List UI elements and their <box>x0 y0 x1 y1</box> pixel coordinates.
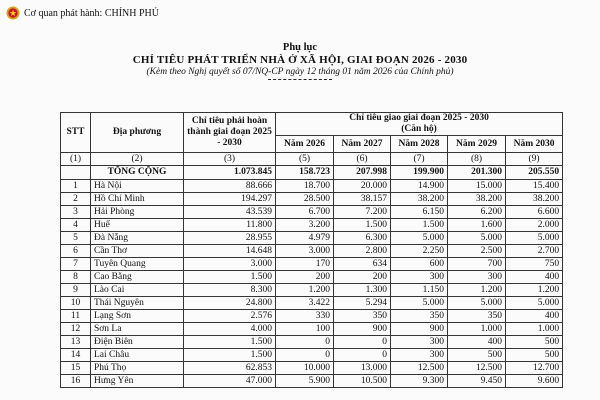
table-row <box>61 206 563 219</box>
row-value: 300 <box>391 349 448 362</box>
row-value: 5.000 <box>506 232 563 245</box>
header-target-total: Chỉ tiêu phải hoàn thành giai đoạn 2025 - 2030 <box>184 113 276 153</box>
table-row <box>61 323 563 336</box>
row-value: 47.000 <box>184 375 276 388</box>
row-locality: Điện Biên <box>91 336 184 349</box>
row-value: 11.800 <box>184 219 276 232</box>
row-value: 13.000 <box>334 362 391 375</box>
table-row <box>61 232 563 245</box>
row-locality: Hồ Chí Minh <box>91 193 184 206</box>
row-stt: 16 <box>61 375 91 388</box>
row-value: 9.600 <box>506 375 563 388</box>
row-value: 2.700 <box>506 245 563 258</box>
state-emblem-icon <box>6 6 20 20</box>
column-number: (6) <box>334 153 391 166</box>
table-row <box>61 219 563 232</box>
table-row <box>61 271 563 284</box>
row-stt: 6 <box>61 245 91 258</box>
row-value: 5.900 <box>276 375 334 388</box>
row-stt: 7 <box>61 258 91 271</box>
row-value: 2.500 <box>448 245 506 258</box>
total-value: 205.550 <box>506 166 563 180</box>
issuer-label: Cơ quan phát hành: CHÍNH PHỦ <box>24 7 159 19</box>
column-number: (1) <box>61 153 91 166</box>
row-value: 700 <box>448 258 506 271</box>
row-locality: Đà Nẵng <box>91 232 184 245</box>
row-value: 28.955 <box>184 232 276 245</box>
table-row <box>61 362 563 375</box>
row-value: 1.300 <box>334 284 391 297</box>
row-value: 1.600 <box>448 219 506 232</box>
row-value: 2.000 <box>506 219 563 232</box>
row-value: 38.157 <box>334 193 391 206</box>
document-title: CHỈ TIÊU PHÁT TRIỂN NHÀ Ở XÃ HỘI, GIAI ĐOẠN 2026 - 2030 <box>132 54 468 66</box>
column-number-row <box>61 153 563 166</box>
title-divider <box>268 79 332 80</box>
row-stt: 1 <box>61 180 91 193</box>
row-value: 0 <box>276 336 334 349</box>
housing-target-table <box>60 112 563 388</box>
row-value: 2.800 <box>334 245 391 258</box>
row-value: 1.200 <box>448 284 506 297</box>
total-value: 1.073.845 <box>184 166 276 180</box>
row-value: 12.700 <box>506 362 563 375</box>
row-value: 300 <box>391 336 448 349</box>
row-value: 400 <box>506 271 563 284</box>
total-row <box>61 166 563 180</box>
row-value: 750 <box>506 258 563 271</box>
row-value: 194.297 <box>184 193 276 206</box>
row-value: 28.500 <box>276 193 334 206</box>
row-value: 5.000 <box>448 297 506 310</box>
row-value: 43.539 <box>184 206 276 219</box>
row-value: 10.500 <box>334 375 391 388</box>
row-value: 0 <box>334 349 391 362</box>
row-locality: Hưng Yên <box>91 375 184 388</box>
header-year-2030: Năm 2030 <box>506 136 563 153</box>
row-stt: 3 <box>61 206 91 219</box>
row-value: 14.648 <box>184 245 276 258</box>
table-row <box>61 336 563 349</box>
row-value: 3.200 <box>276 219 334 232</box>
total-stt-cell <box>61 166 91 180</box>
row-stt: 15 <box>61 362 91 375</box>
row-stt: 4 <box>61 219 91 232</box>
row-value: 0 <box>334 336 391 349</box>
total-value: 201.300 <box>448 166 506 180</box>
row-value: 38.200 <box>448 193 506 206</box>
row-value: 1.200 <box>506 284 563 297</box>
row-value: 350 <box>334 310 391 323</box>
row-value: 2.250 <box>391 245 448 258</box>
row-value: 7.200 <box>334 206 391 219</box>
row-value: 5.294 <box>334 297 391 310</box>
row-value: 3.000 <box>184 258 276 271</box>
row-value: 1.500 <box>391 219 448 232</box>
row-value: 200 <box>334 271 391 284</box>
row-value: 10.000 <box>276 362 334 375</box>
row-value: 62.853 <box>184 362 276 375</box>
total-value: 207.998 <box>334 166 391 180</box>
row-stt: 12 <box>61 323 91 336</box>
row-stt: 11 <box>61 310 91 323</box>
table-row <box>61 284 563 297</box>
table-row <box>61 375 563 388</box>
table-row <box>61 245 563 258</box>
row-value: 1.500 <box>184 336 276 349</box>
row-value: 100 <box>276 323 334 336</box>
column-number: (5) <box>276 153 334 166</box>
header-stt: STT <box>61 113 91 153</box>
row-value: 6.300 <box>334 232 391 245</box>
row-value: 170 <box>276 258 334 271</box>
row-value: 900 <box>391 323 448 336</box>
row-value: 6.700 <box>276 206 334 219</box>
header-year-2026: Năm 2026 <box>276 136 334 153</box>
row-value: 2.576 <box>184 310 276 323</box>
row-value: 3.000 <box>276 245 334 258</box>
row-locality: Thái Nguyên <box>91 297 184 310</box>
row-value: 6.150 <box>391 206 448 219</box>
row-locality: Cần Thơ <box>91 245 184 258</box>
row-value: 4.979 <box>276 232 334 245</box>
table-row <box>61 349 563 362</box>
row-value: 6.600 <box>506 206 563 219</box>
row-locality: Lạng Sơn <box>91 310 184 323</box>
row-value: 38.200 <box>391 193 448 206</box>
row-stt: 5 <box>61 232 91 245</box>
header-assigned-group <box>276 113 563 136</box>
row-value: 0 <box>276 349 334 362</box>
row-value: 400 <box>506 310 563 323</box>
header-year-2029: Năm 2029 <box>448 136 506 153</box>
table-row <box>61 258 563 271</box>
row-value: 1.500 <box>184 349 276 362</box>
row-value: 38.200 <box>506 193 563 206</box>
row-value: 14.900 <box>391 180 448 193</box>
row-value: 1.150 <box>391 284 448 297</box>
row-value: 15.400 <box>506 180 563 193</box>
row-value: 24.800 <box>184 297 276 310</box>
row-value: 900 <box>334 323 391 336</box>
table-row <box>61 193 563 206</box>
row-value: 350 <box>391 310 448 323</box>
row-locality: Hải Phòng <box>91 206 184 219</box>
row-stt: 9 <box>61 284 91 297</box>
row-value: 6.200 <box>448 206 506 219</box>
row-locality: Tuyên Quang <box>91 258 184 271</box>
row-value: 300 <box>391 271 448 284</box>
row-value: 600 <box>391 258 448 271</box>
row-value: 8.300 <box>184 284 276 297</box>
row-value: 5.000 <box>448 232 506 245</box>
document-header <box>0 42 600 80</box>
column-number: (2) <box>91 153 184 166</box>
row-value: 18.700 <box>276 180 334 193</box>
header-year-2028: Năm 2028 <box>391 136 448 153</box>
row-value: 3.422 <box>276 297 334 310</box>
row-value: 1.200 <box>276 284 334 297</box>
row-stt: 8 <box>61 271 91 284</box>
row-value: 5.000 <box>391 232 448 245</box>
table-row <box>61 310 563 323</box>
header-locality: Địa phương <box>91 113 184 153</box>
row-value: 330 <box>276 310 334 323</box>
row-value: 500 <box>448 349 506 362</box>
row-value: 5.000 <box>506 297 563 310</box>
table-row <box>61 180 563 193</box>
row-value: 1.500 <box>184 271 276 284</box>
row-value: 4.000 <box>184 323 276 336</box>
row-value: 88.666 <box>184 180 276 193</box>
column-number: (8) <box>448 153 506 166</box>
column-number: (3) <box>184 153 276 166</box>
column-number: (7) <box>391 153 448 166</box>
row-value: 12.500 <box>391 362 448 375</box>
table-row <box>61 297 563 310</box>
row-value: 200 <box>276 271 334 284</box>
row-locality: Lai Châu <box>91 349 184 362</box>
column-number: (9) <box>506 153 563 166</box>
row-locality: Cao Bằng <box>91 271 184 284</box>
total-label: TỔNG CỘNG <box>91 166 184 180</box>
total-value: 158.723 <box>276 166 334 180</box>
row-locality: Phú Thọ <box>91 362 184 375</box>
row-value: 12.500 <box>448 362 506 375</box>
header-assigned-title: Chỉ tiêu giao giai đoạn 2025 - 2030 <box>349 113 489 123</box>
row-locality: Lào Cai <box>91 284 184 297</box>
row-value: 15.000 <box>448 180 506 193</box>
header-assigned-unit: (Căn hộ) <box>401 124 437 134</box>
row-stt: 10 <box>61 297 91 310</box>
row-value: 634 <box>334 258 391 271</box>
row-stt: 2 <box>61 193 91 206</box>
row-stt: 13 <box>61 336 91 349</box>
total-value: 199.900 <box>391 166 448 180</box>
row-locality: Hà Nội <box>91 180 184 193</box>
row-value: 20.000 <box>334 180 391 193</box>
row-locality: Huế <box>91 219 184 232</box>
header-year-2027: Năm 2027 <box>334 136 391 153</box>
row-value: 5.000 <box>391 297 448 310</box>
row-stt: 14 <box>61 349 91 362</box>
row-value: 400 <box>448 336 506 349</box>
row-value: 500 <box>506 336 563 349</box>
row-locality: Sơn La <box>91 323 184 336</box>
row-value: 1.500 <box>334 219 391 232</box>
row-value: 350 <box>448 310 506 323</box>
row-value: 300 <box>448 271 506 284</box>
document-subtitle: (Kèm theo Nghị quyết số 07/NQ-CP ngày 12 tháng 01 năm 2026 của Chính phủ) <box>146 67 454 77</box>
row-value: 9.300 <box>391 375 448 388</box>
row-value: 9.450 <box>448 375 506 388</box>
appendix-heading: Phụ lục <box>282 42 318 53</box>
row-value: 1.000 <box>448 323 506 336</box>
issuer-line <box>6 4 159 22</box>
row-value: 1.000 <box>506 323 563 336</box>
row-value: 500 <box>506 349 563 362</box>
